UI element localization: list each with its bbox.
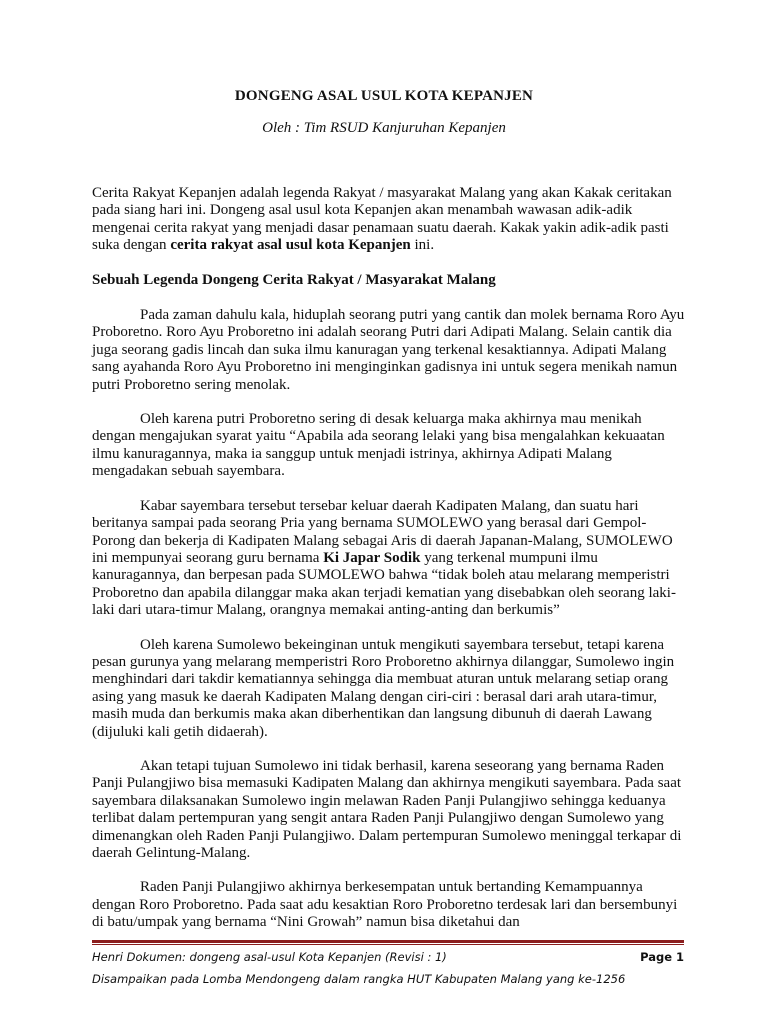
paragraph-3-bold: Ki Japar Sodik <box>323 549 421 566</box>
paragraph-3-text-end: yang terkenal mumpuni ilmu kanuragannya, dan berpesan pada SUMOLEWO bahwa “tidak boleh atau melarang memperistri Proboretno dan apabila dilanggar maka akan terjadi kematian yang disebabkan oleh seorang laki-laki dari utara-timur Malang, orangnya memakai anting-anting dan berkumis” <box>92 549 676 619</box>
paragraph-4: Oleh karena Sumolewo bekeinginan untuk mengikuti sayembara tersebut, tetapi karena pesan gurunya yang melarang memperistri Roro Proboretno akhirnya dilanggar, Sumolewo ingin menghindari dari takdir kematiannya sehingga dia membuat aturan untuk melarang setiap orang asing yang masuk ke daerah Kadipaten Malang dengan ciri-ciri : berasal dari arah utara-timur, masih muda dan berkumis maka akan diberhentikan dan langsung dibunuh di daerah Lawang (dijuluki kali getih didaerah). <box>92 636 675 740</box>
page-number: Page 1 <box>640 950 684 964</box>
footer-rule-thin <box>92 944 684 945</box>
paragraph-5: Akan tetapi tujuan Sumolewo ini tidak berhasil, karena seseorang yang bernama Raden Panji Pulangjiwo bisa memasuki Kadipaten Malang dan akhirnya mengikuti sayembara. Pada saat sayembara dilaksanakan Sumolewo ingin melawan Raden Panji Pulangjiwo sehingga keduanya terlibat dalam pertempuran yang sengit antara Raden Panji Pulangjiwo dengan Sumolewo yang dimenangkan oleh Raden Panji Pulangjiwo. Dalam pertempuran Sumolewo meninggal terkapar di daerah Gelintung-Malang. <box>92 757 682 861</box>
paragraph-1: Pada zaman dahulu kala, hiduplah seorang putri yang cantik dan molek bernama Roro Ayu Proboretno. Roro Ayu Proboretno ini adalah seorang Putri dari Adipati Malang. Selain cantik dia juga seorang gadis lincah dan suka ilmu kanuragan yang terkenal kesaktiannya. Adipati Malang sang ayahanda Roro Ayu Proboretno ini menginginkan gadisnya ini untuk segera menikah namun putri Proboretno sering menolak. <box>92 307 685 393</box>
intro-paragraph <box>92 185 687 255</box>
intro-text-end: ini. <box>410 237 435 254</box>
footer-doc-info: Henri Dokumen: dongeng asal-usul Kota Kepanjen (Revisi : 1) <box>92 950 447 964</box>
footer-rule-thick <box>92 940 684 943</box>
section-heading: Sebuah Legenda Dongeng Cerita Rakyat / Masyarakat Malang <box>92 271 496 288</box>
footer-note: Disampaikan pada Lomba Mendongeng dalam rangka HUT Kabupaten Malang yang ke-1256 <box>92 972 626 986</box>
footer-row <box>92 950 684 964</box>
paragraph-6: Raden Panji Pulangjiwo akhirnya berkesempatan untuk bertanding Kemampuannya dengan Roro Proboretno. Pada saat adu kesaktian Roro Proboretno terdesak lari dan bersembunyi di batu/umpak yang bernama “Nini Growah” namun bisa diketahui dan <box>92 879 678 931</box>
document-subtitle: Oleh : Tim RSUD Kanjuruhan Kepanjen <box>262 120 506 136</box>
intro-text: Cerita Rakyat Kepanjen adalah legenda Rakyat / masyarakat Malang yang akan Kakak ceritakan pada siang hari ini. Dongeng asal usul kota Kepanjen akan menambah wawasan adik-adik mengenai cerita rakyat yang menjadi dasar penamaan suatu daerah. Kakak yakin adik-adik pasti suka dengan <box>92 185 672 254</box>
paragraph-3 <box>92 498 687 620</box>
document-body <box>92 185 687 949</box>
paragraph-2: Oleh karena putri Proboretno sering di desak keluarga maka akhirnya mau menikah dengan mengajukan syarat yaitu “Apabila ada seorang lelaki yang bisa mengalahkan kekuaatan ilmu kanuragannya, maka ia sanggup untuk menjadi istrinya, akhirnya Adipati Malang mengadakan sebuah sayembara. <box>92 411 665 480</box>
document-title: DONGENG ASAL USUL KOTA KEPANJEN <box>234 88 534 104</box>
paragraph-3-text: Kabar sayembara tersebut tersebar keluar daerah Kadipaten Malang, dan suatu hari beritanya sampai pada seorang Pria yang bernama SUMOLEWO yang berasal dari Gempol-Porong dan bekerja di Kadipaten Malang sebagai Aris di daerah Japanan-Malang, SUMOLEWO ini mempunyai seorang guru bernama <box>92 497 673 566</box>
intro-bold-text: cerita rakyat asal usul kota Kepanjen <box>170 237 411 254</box>
